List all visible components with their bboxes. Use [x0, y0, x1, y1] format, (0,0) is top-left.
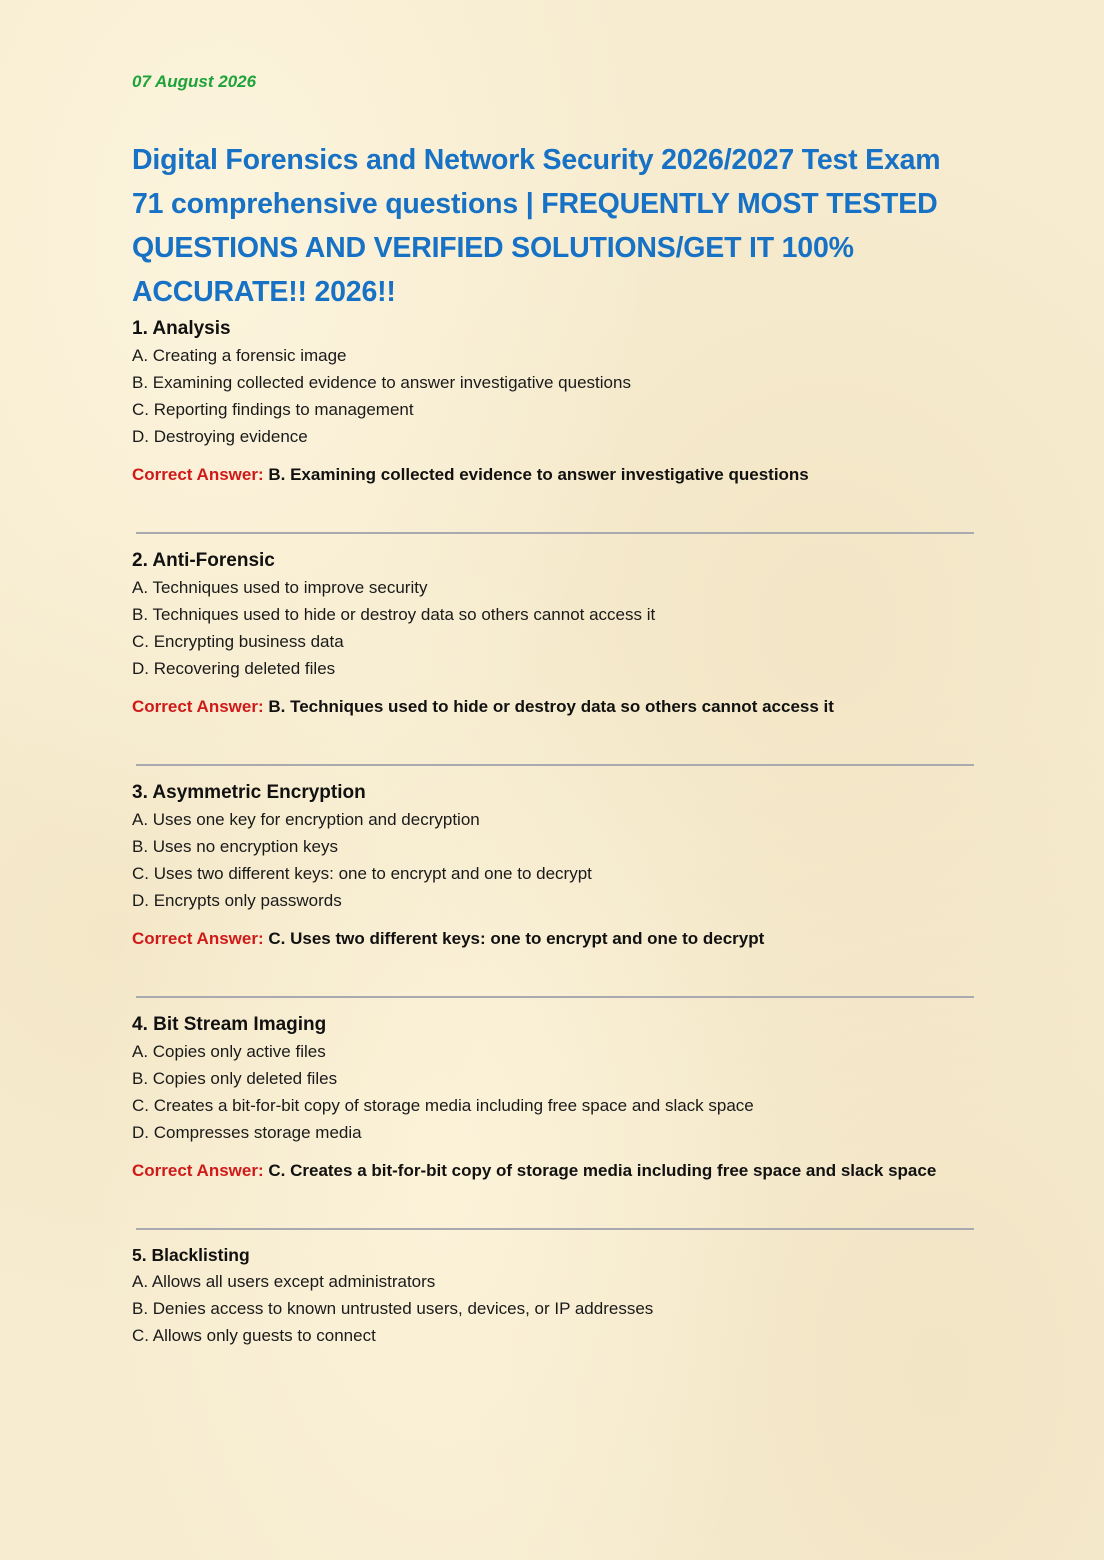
question-title: 5. Blacklisting — [132, 1245, 250, 1265]
correct-answer-label: Correct Answer: — [132, 929, 264, 948]
option-a: A. Techniques used to improve security — [132, 578, 428, 597]
option-d: D. Compresses storage media — [132, 1123, 362, 1142]
option-d: D. Encrypts only passwords — [132, 891, 342, 910]
question-3 — [132, 780, 977, 998]
option-d: D. Destroying evidence — [132, 427, 308, 446]
option-a: A. Uses one key for encryption and decryption — [132, 810, 480, 829]
correct-answer-label: Correct Answer: — [132, 465, 264, 484]
divider — [136, 764, 974, 766]
question-title: 4. Bit Stream Imaging — [132, 1014, 327, 1035]
option-a: A. Creating a forensic image — [132, 346, 347, 365]
question-2 — [132, 548, 977, 766]
option-c: C. Creates a bit-for-bit copy of storage media including free space and slack space — [132, 1096, 754, 1115]
correct-answer-text: C. Uses two different keys: one to encrypt and one to decrypt — [268, 929, 765, 948]
option-c: C. Encrypting business data — [132, 632, 344, 651]
option-c: C. Uses two different keys: one to encrypt and one to decrypt — [132, 864, 592, 883]
document-title: Digital Forensics and Network Security 2026/2027 Test Exam 71 comprehensive questions | FREQUENTLY MOST TESTED QUESTIONS AND VERIFIED SOLUTIONS/GET IT 100% ACCURATE!! 2026!! — [132, 144, 941, 308]
option-b: B. Copies only deleted files — [132, 1069, 338, 1088]
correct-answer-label: Correct Answer: — [132, 697, 264, 716]
option-a: A. Copies only active files — [132, 1042, 326, 1061]
divider — [136, 996, 974, 998]
divider — [136, 1228, 974, 1230]
divider — [136, 532, 974, 534]
question-4 — [132, 1012, 977, 1230]
option-b: B. Examining collected evidence to answer investigative questions — [132, 373, 631, 392]
correct-answer-text: C. Creates a bit-for-bit copy of storage media including free space and slack space — [268, 1161, 937, 1180]
correct-answer-text: B. Examining collected evidence to answer investigative questions — [268, 465, 809, 484]
correct-answer — [132, 1158, 977, 1184]
option-b: B. Uses no encryption keys — [132, 837, 338, 856]
option-b: B. Techniques used to hide or destroy data so others cannot access it — [132, 605, 656, 624]
option-c: C. Reporting findings to management — [132, 400, 414, 419]
question-title: 2. Anti-Forensic — [132, 550, 275, 571]
question-title: 3. Asymmetric Encryption — [132, 782, 366, 803]
option-a: A. Allows all users except administrators — [132, 1272, 436, 1291]
correct-answer-label: Correct Answer: — [132, 1161, 264, 1180]
correct-answer — [132, 462, 977, 488]
option-b: B. Denies access to known untrusted users, devices, or IP addresses — [132, 1299, 654, 1318]
option-d: D. Recovering deleted files — [132, 659, 336, 678]
correct-answer — [132, 926, 977, 952]
correct-answer — [132, 694, 977, 720]
question-5 — [132, 1242, 977, 1349]
question-1 — [132, 316, 977, 534]
document-date: 07 August 2026 — [132, 72, 257, 91]
question-title: 1. Analysis — [132, 318, 231, 339]
correct-answer-text: B. Techniques used to hide or destroy data so others cannot access it — [268, 697, 834, 716]
option-c: C. Allows only guests to connect — [132, 1326, 376, 1345]
document-page — [132, 70, 977, 1349]
